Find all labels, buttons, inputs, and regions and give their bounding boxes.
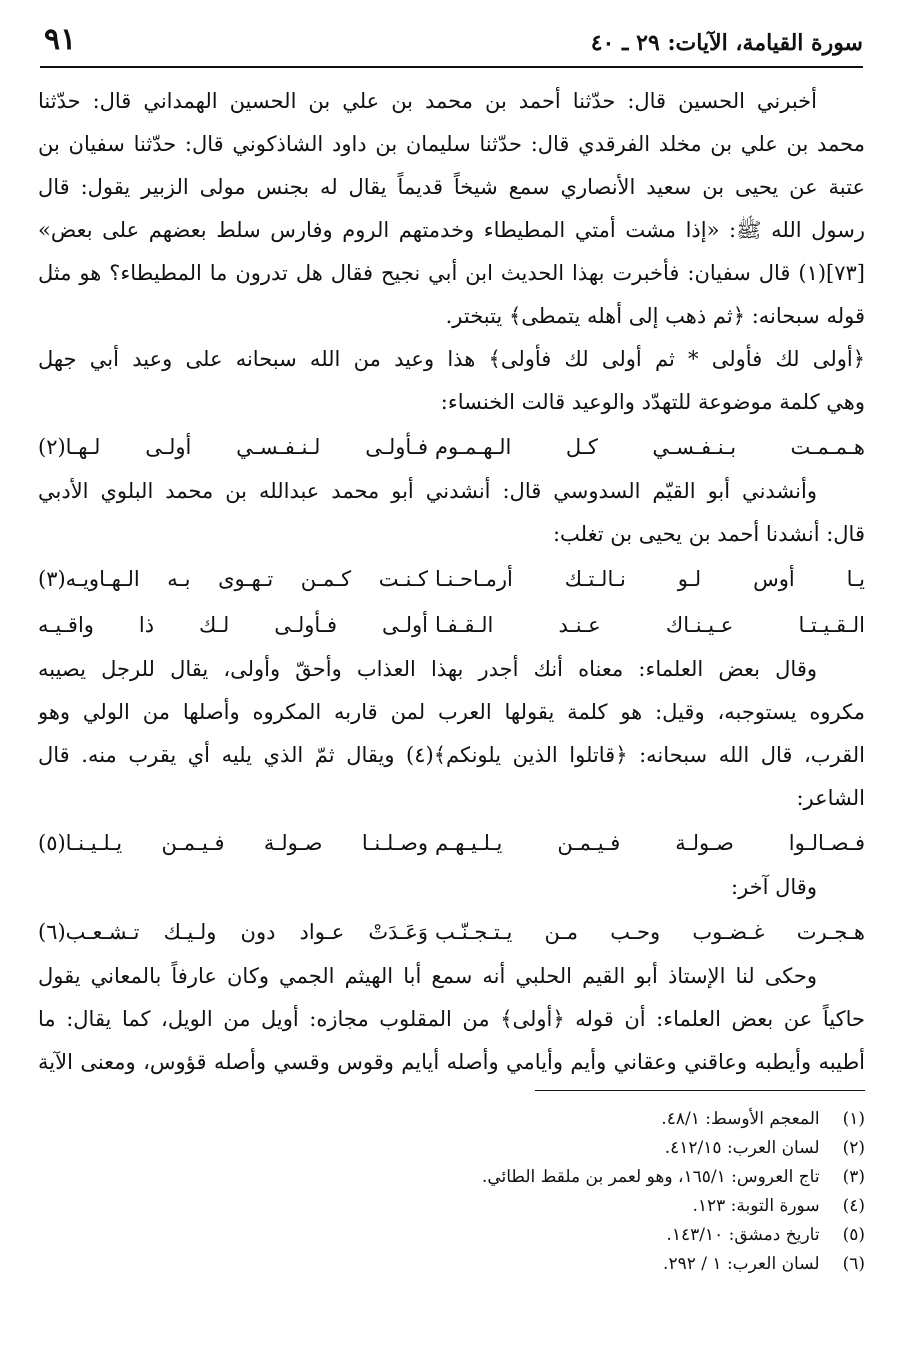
footnote <box>38 1221 865 1250</box>
verse-first-hemistich: الـقـيـتـا عـيـنـاك عـنـد الـقـفـا <box>435 613 865 637</box>
text-line: حاكياً عن بعض العلماء: أن قوله ﴿أولى﴾ من المقلوب مجازه: أويل من الويل، كما يقال: ما <box>38 1007 865 1031</box>
page-header <box>40 18 863 64</box>
footnote-number: (٣) <box>842 1167 865 1187</box>
verse-second-hemistich: وَعَـدَتْ عـواد دون ولـيـك تـشـعـب(٦) <box>38 920 428 944</box>
text-line: وأنشدني أبو القيّم السدوسي قال: أنشدني أبو محمد عبدالله بن محمد البلوي الأدبي <box>38 479 817 503</box>
footnote-number: (١) <box>842 1109 865 1129</box>
page-number: ٩١ <box>44 22 77 57</box>
verse-second-hemistich: كـنـت كـمـن تـهـوى بـه الـهـاويـه(٣) <box>38 567 428 591</box>
footnote-number: (٢) <box>842 1138 865 1158</box>
text-line: أطيبه وأيطبه وعاقني وعقاني وأيم وأيامي وأصله أيايم وقوس وقسي وأصله قؤوس، ومعنى الآية <box>38 1050 865 1074</box>
footnote-text: لسان العرب: ٤١٢/١٥. <box>664 1138 820 1158</box>
poetry-verse <box>38 909 865 955</box>
verse-second-hemistich: فـأولـى لـنـفـسـي أولـى لـهـا(٢) <box>38 435 428 459</box>
poetry-verse <box>38 424 865 470</box>
footnote-text: سورة التوبة: ١٢٣. <box>692 1196 820 1216</box>
text-line: محمد بن علي بن مخلد الفرقدي قال: حدّثنا سليمان بن داود الشاذكوني قال: حدّثنا سفيان بن <box>38 132 865 156</box>
footnote <box>38 1192 865 1221</box>
footnotes <box>38 1105 865 1279</box>
running-title: سورة القيامة، الآيات: ٢٩ ـ ٤٠ <box>590 30 863 56</box>
text-line: قوله سبحانه: ﴿ثم ذهب إلى أهله يتمطى﴾ يتبختر. <box>445 304 865 328</box>
footnote-text: تاريخ دمشق: ١٤٣/١٠. <box>666 1225 820 1245</box>
verse-second-hemistich: وصـلـنـا صـولـة فـيـمـن يـلـيـنـا(٥) <box>38 831 428 855</box>
verse-first-hemistich: يـا أوس لـو نـالـتـك أرمـاحـنـا <box>435 567 865 591</box>
text-line: قال: أنشدنا أحمد بن يحيى بن تغلب: <box>552 522 865 546</box>
footnote-separator <box>535 1090 865 1091</box>
text-line: وهي كلمة موضوعة للتهدّد والوعيد قالت الخنساء: <box>440 390 865 414</box>
footnote-number: (٥) <box>842 1225 865 1245</box>
poetry-verse <box>38 556 865 602</box>
verse-first-hemistich: فـصـالـوا صـولـة فـيـمـن يـلـيـهـم <box>435 831 865 855</box>
text-line: وحكى لنا الإستاذ أبو القيم الحلبي أنه سمع أبا الهيثم الجمي وكان عارفاً بالمعاني يقول <box>38 964 817 988</box>
footnote <box>38 1250 865 1279</box>
text-line: وقال بعض العلماء: معناه أنك أجدر بهذا العذاب وأحقّ وأولى، يقال للرجل يصيبه <box>38 657 817 681</box>
text-line: أخبرني الحسين قال: حدّثنا أحمد بن محمد بن علي بن الحسين الهمداني قال: حدّثنا <box>38 89 817 113</box>
footnote <box>38 1105 865 1134</box>
text-line: الشاعر: <box>796 786 865 810</box>
verse-second-hemistich: أولـى فـأولـى لـك ذا واقـيـه <box>38 613 428 637</box>
footnote-text: المعجم الأوسط: ٤٨/١. <box>661 1109 820 1129</box>
poetry-verse <box>38 820 865 866</box>
text-line: وقال آخر: <box>731 875 817 899</box>
poetry-verse <box>38 602 865 648</box>
text-line: رسول الله ﷺ: «إذا مشت أمتي المطيطاء وخدمتهم الروم وفارس سلط بعضهم على بعض» <box>38 218 865 242</box>
text-line: عتبة عن يحيى بن سعيد الأنصاري سمع شيخاً قديماً يقال له بجنس مولى الزبير يقول: قال <box>38 175 865 199</box>
footnote-text: لسان العرب: ١ / ٢٩٢. <box>663 1254 820 1274</box>
text-line: القرب، قال الله سبحانه: ﴿قاتلوا الذين يلونكم﴾(٤) ويقال ثمّ الذي يليه أي يقرب منه. قال <box>38 743 865 767</box>
text-line: ﴿أولى لك فأولى * ثم أولى لك فأولى﴾ هذا وعيد من الله سبحانه على وعيد أبي جهل <box>38 347 865 371</box>
text-line: [٧٣](١) قال سفيان: فأخبرت بهذا الحديث ابن أبي نجيح فقال هل تدرون ما المطيطاء؟ هو مثل <box>38 261 865 285</box>
footnote <box>38 1163 865 1192</box>
footnote <box>38 1134 865 1163</box>
text-line: مكروه يستوجبه، وقيل: هو كلمة يقولها العرب لمن قاربه المكروه وأصلها من الولي وهو <box>38 700 865 724</box>
header-rule <box>40 66 863 68</box>
verse-first-hemistich: هـجـرت غـضـوب وحـب مـن يـتـجـنّـب <box>435 920 865 944</box>
footnote-number: (٦) <box>842 1254 865 1274</box>
verse-first-hemistich: هـمـمـت بـنـفـسـي كـل الـهـمـوم <box>435 435 865 459</box>
footnote-text: تاج العروس: ١٦٥/١، وهو لعمر بن ملقط الطائي. <box>481 1167 820 1187</box>
footnote-number: (٤) <box>842 1196 865 1216</box>
main-text <box>38 80 865 1084</box>
